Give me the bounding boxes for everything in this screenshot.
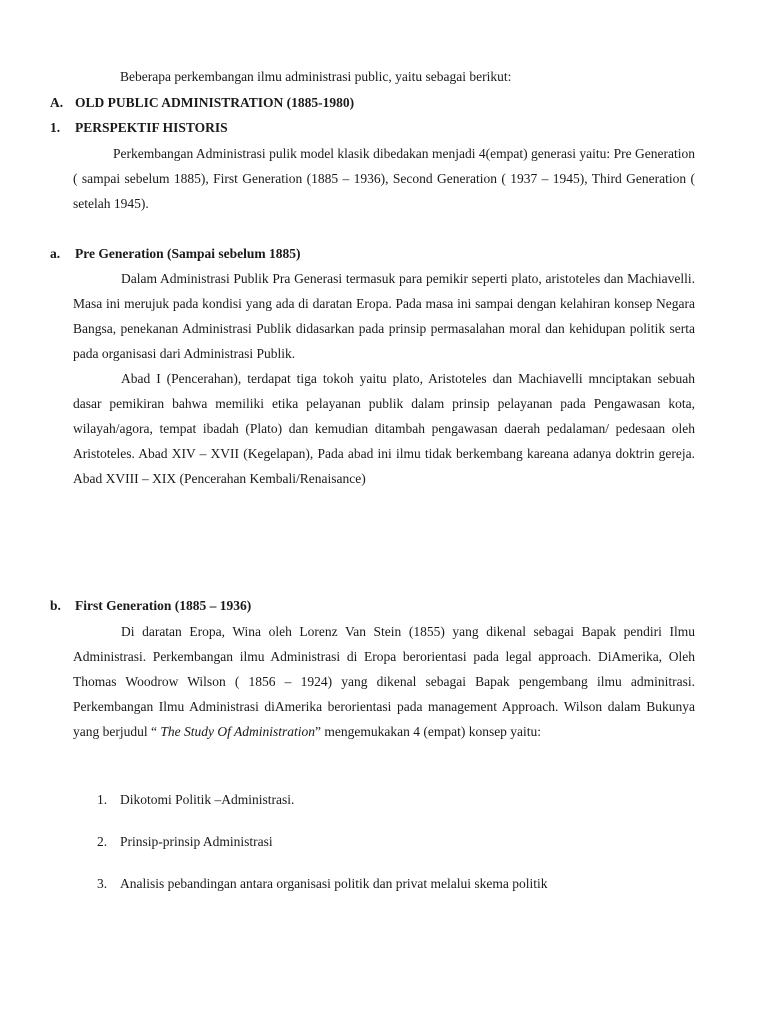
historis-text: Perkembangan Administrasi pulik model klasik dibedakan menjadi 4(empat) generasi yaitu: Pre Generation ( sampai sebelum 1885), First Generation (1885 – 1936), Second Generation ( 1937 – 1945), Third Generation ( setelah 1945).: [73, 146, 695, 211]
list-item: [97, 833, 273, 851]
pre-generation-paragraphs: [73, 266, 695, 491]
first-generation-text: [73, 619, 695, 744]
intro-line: Beberapa perkembangan ilmu administrasi public, yaitu sebagai berikut:: [120, 69, 512, 84]
list-item-number: 2.: [97, 834, 108, 849]
list-item: [97, 791, 294, 809]
section-a-title: OLD PUBLIC ADMINISTRATION (1885-1980): [75, 95, 355, 110]
list-item-text: Analisis pebandingan antara organisasi politik dan privat melalui skema politik: [120, 876, 548, 891]
first-generation-text-part-1: Di daratan Eropa, Wina oleh Lorenz Van Stein (1855) yang dikenal sebagai Bapak pendiri Ilmu Administrasi. Perkembangan ilmu Administrasi di Eropa berorientasi pada legal approach. DiAmerika, Oleh Thomas Woodrow Wilson ( 1856 – 1924) yang dikenal sebagai Bapak pengembang ilmu adminitrasi. Perkembangan Ilmu Administrasi diAmerika berorientasi pada management Approach. Wilson dalam Bukunya yang berjudul “: [73, 624, 695, 739]
list-item-text: Prinsip-prinsip Administrasi: [120, 834, 273, 849]
list-item: [97, 875, 548, 893]
sub-a-title: Pre Generation (Sampai sebelum 1885): [75, 246, 301, 261]
list-item-number: 3.: [97, 876, 108, 891]
section-a-heading: [50, 94, 354, 112]
first-generation-text-part-2: ” mengemukakan 4 (empat) konsep yaitu:: [315, 724, 542, 739]
section-1-number: 1.: [50, 120, 61, 135]
section-a-number: A.: [50, 95, 64, 110]
sub-b-title: First Generation (1885 – 1936): [75, 598, 252, 613]
section-1-heading: [50, 119, 228, 137]
section-1-title: PERSPEKTIF HISTORIS: [75, 120, 228, 135]
first-generation-paragraph: [73, 619, 695, 744]
list-item-text: Dikotomi Politik –Administrasi.: [120, 792, 295, 807]
pre-generation-paragraph-2: Abad I (Pencerahan), terdapat tiga tokoh yaitu plato, Aristoteles dan Machiavelli mnciptakan sebuah dasar pemikiran bahwa memiliki etika pelayanan publik dalam prinsip pelayanan pada Pengawasan kota, wilayah/agora, tempat ibadah (Plato) dan kemudian ditambah pengawasan daerah pedalaman/ pedesaan oleh Aristoteles. Abad XIV – XVII (Kegelapan), Pada abad ini ilmu tidak berkembang kareana adanya doktrin gereja. Abad XVIII – XIX (Pencerahan Kembali/Renaisance): [73, 371, 695, 486]
list-item-number: 1.: [97, 792, 108, 807]
sub-b-heading: [50, 597, 251, 615]
sub-a-heading: [50, 245, 300, 263]
sub-a-number: a.: [50, 246, 61, 261]
pre-generation-paragraph-1: Dalam Administrasi Publik Pra Generasi termasuk para pemikir seperti plato, aristoteles dan Machiavelli. Masa ini merujuk pada kondisi yang ada di daratan Eropa. Pada masa ini sampai dengan kelahiran konsep Negara Bangsa, penekanan Administrasi Publik didasarkan pada prinsip permasalahan moral dan kehidupan politik serta pada organisasi dari Administrasi Publik.: [73, 271, 695, 361]
book-title: The Study Of Administration: [160, 724, 315, 739]
sub-b-number: b.: [50, 598, 61, 613]
historis-paragraph: [73, 141, 695, 216]
